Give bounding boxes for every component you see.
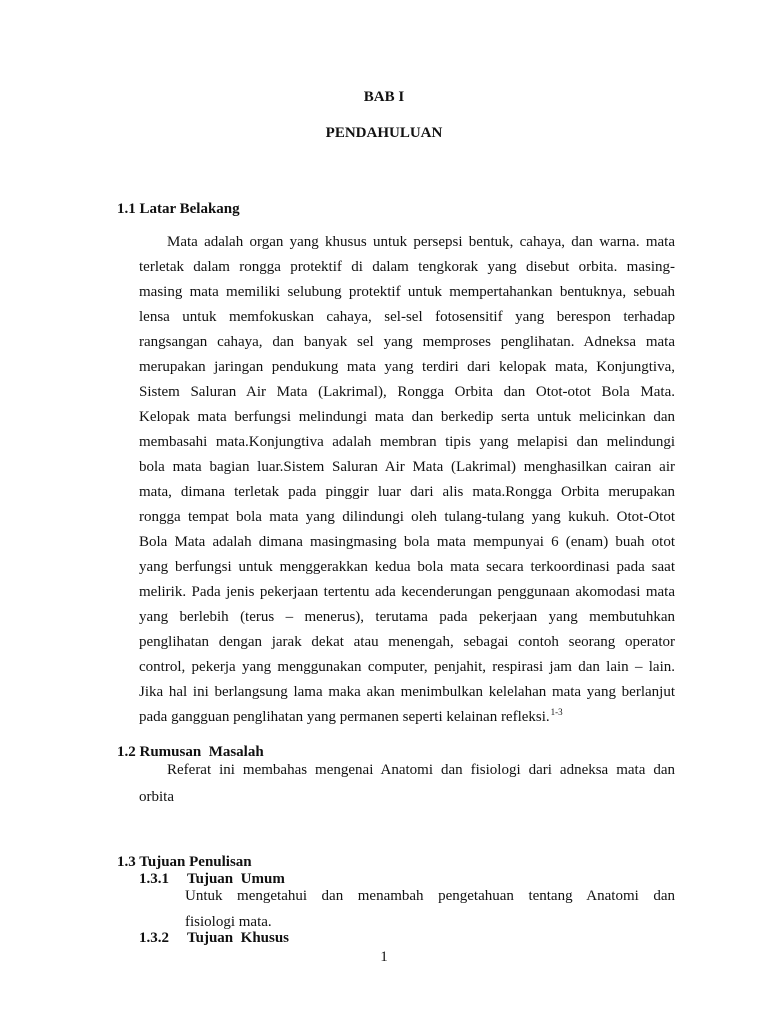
paragraph-line: lensa untuk memfokuskan cahaya, sel-sel fotosensitif yang berespon terhadap xyxy=(139,308,675,325)
paragraph-line: penglihatan dengan jarak dekat atau menengah, sebagai contoh seorang operator xyxy=(139,633,675,650)
paragraph-line: yang berfungsi untuk menggerakkan kedua bola mata secara terkoordinasi pada saat xyxy=(139,558,675,575)
paragraph-line: mata, dimana terletak pada pinggir luar dari alis mata.Rongga Orbita merupakan xyxy=(139,483,675,500)
paragraph-line: Referat ini membahas mengenai Anatomi dan fisiologi dari adneksa mata dan xyxy=(167,761,675,778)
paragraph-line: terletak dalam rongga protektif di dalam tengkorak yang disebut orbita. masing- xyxy=(139,258,675,275)
subsection-title-tujuan-umum: Tujuan Umum xyxy=(187,871,285,887)
subsection-number-tujuan-khusus: 1.3.2 xyxy=(139,930,169,946)
paragraph-line: Kelopak mata berfungsi melindungi mata dan berkedip serta untuk melicinkan dan xyxy=(139,408,675,425)
paragraph-line: orbita xyxy=(139,788,174,805)
paragraph-line: Untuk mengetahui dan menambah pengetahuan tentang Anatomi dan xyxy=(185,887,675,904)
paragraph-line: masing mata memiliki selubung protektif untuk mempertahankan bentuknya, sebuah xyxy=(139,283,675,300)
paragraph-line: rangsangan cahaya, dan banyak sel yang memproses penglihatan. Adneksa mata xyxy=(139,333,675,350)
section-heading-rumusan-masalah: 1.2 Rumusan Masalah xyxy=(117,744,264,760)
paragraph-line: yang berlebih (terus – menerus), terutama pada pekerjaan yang membutuhkan xyxy=(139,608,675,625)
latar-belakang-paragraph xyxy=(139,230,675,730)
paragraph-line: Jika hal ini berlangsung lama maka akan menimbulkan kelelahan mata yang berlanjut xyxy=(139,683,675,700)
rumusan-masalah-paragraph xyxy=(139,758,675,810)
page-number: 1 xyxy=(380,949,388,965)
paragraph-line: melirik. Pada jenis pekerjaan tertentu ada kecenderungan penggunaan akomodasi mata xyxy=(139,583,675,600)
paragraph-line: rongga tempat bola mata yang dilindungi oleh tulang-tulang yang kukuh. Otot-Otot xyxy=(139,508,675,525)
paragraph-line-text: pada gangguan penglihatan yang permanen seperti kelainan refleksi. xyxy=(139,708,550,725)
chapter-label: BAB I xyxy=(363,89,405,105)
subsection-number-tujuan-umum: 1.3.1 xyxy=(139,871,169,887)
paragraph-line: fisiologi mata. xyxy=(185,913,272,930)
paragraph-line-last xyxy=(139,705,675,730)
chapter-title: PENDAHULUAN xyxy=(325,125,443,141)
paragraph-line: membasahi mata.Konjungtiva adalah membran tipis yang melapisi dan melindungi xyxy=(139,433,675,450)
citation-superscript: 1-3 xyxy=(550,706,563,717)
paragraph-line: merupakan jaringan pendukung mata yang terdiri dari kelopak mata, Konjungtiva, xyxy=(139,358,675,375)
section-heading-tujuan-penulisan: 1.3 Tujuan Penulisan xyxy=(117,854,252,870)
paragraph-line: control, pekerja yang menggunakan computer, penjahit, respirasi jam dan lain – lain. xyxy=(139,658,675,675)
paragraph-line: Bola Mata adalah dimana masingmasing bola mata mempunyai 6 (enam) buah otot xyxy=(139,533,675,550)
paragraph-line: Sistem Saluran Air Mata (Lakrimal), Rongga Orbita dan Otot-otot Bola Mata. xyxy=(139,383,675,400)
subsection-title-tujuan-khusus: Tujuan Khusus xyxy=(187,930,290,946)
paragraph-line: bola mata bagian luar.Sistem Saluran Air Mata (Lakrimal) menghasilkan cairan air xyxy=(139,458,675,475)
section-heading-latar-belakang: 1.1 Latar Belakang xyxy=(117,201,240,217)
paragraph-line: Mata adalah organ yang khusus untuk persepsi bentuk, cahaya, dan warna. mata xyxy=(167,233,675,250)
